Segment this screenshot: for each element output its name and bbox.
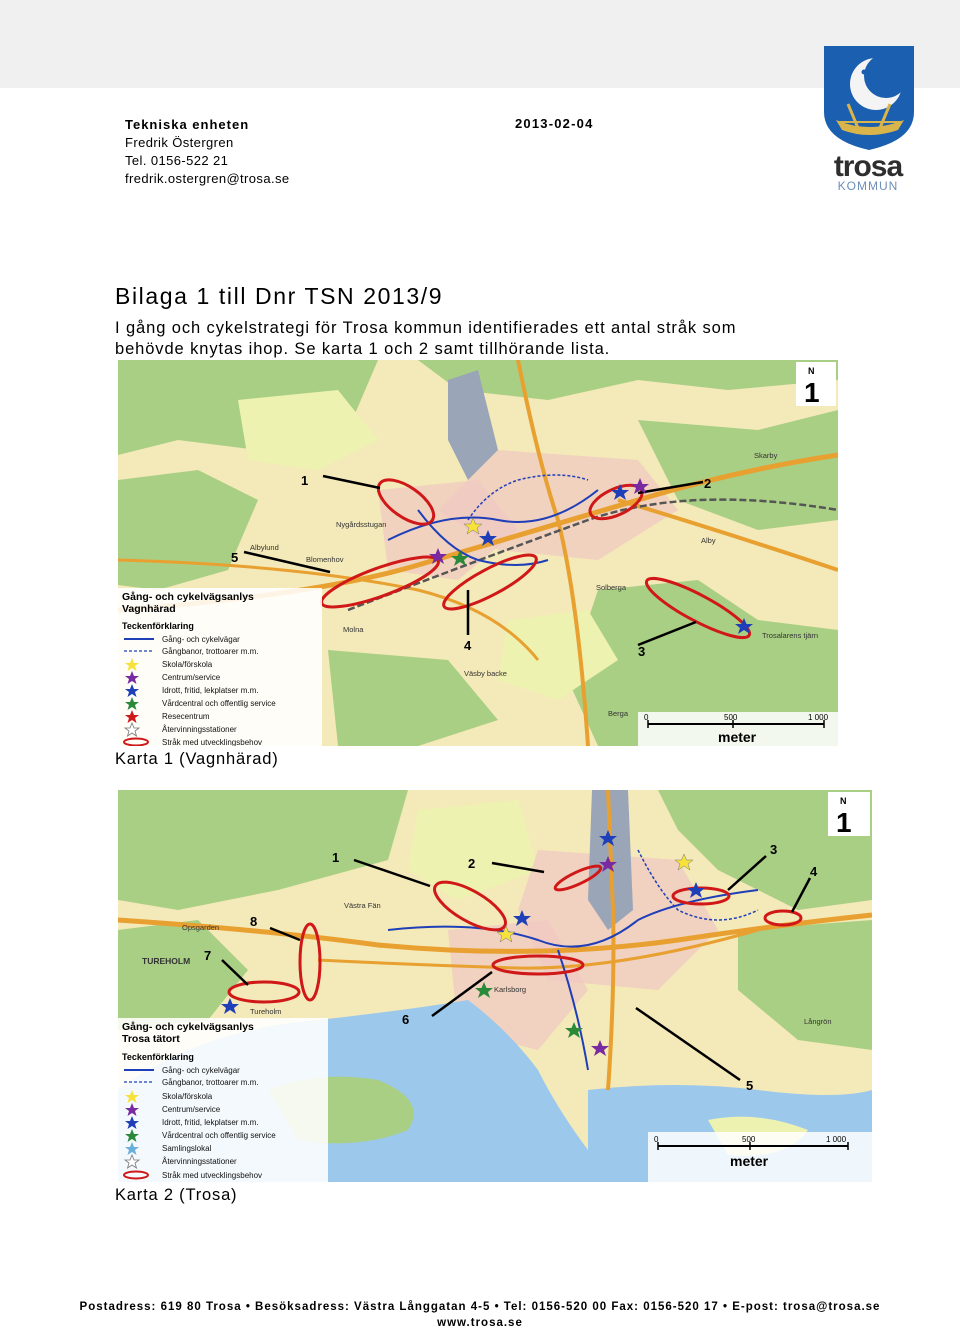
map2-legend-item: Gångbanor, trottoarer m.m.: [162, 1078, 259, 1087]
map1-place: Molna: [343, 625, 364, 634]
map2-north-label: N: [840, 796, 847, 806]
intro-line-2: behövde knytas ihop. Se karta 1 och 2 samt tillhörande lista.: [115, 340, 611, 358]
map1-place: Solberga: [596, 583, 627, 592]
map1-callout-5: 5: [231, 550, 239, 565]
map2-caption: Karta 2 (Trosa): [115, 1186, 238, 1204]
map2-place: Opsgarden: [182, 923, 220, 932]
map2-number: 1: [836, 807, 852, 838]
map2-callout-8: 8: [250, 914, 258, 929]
map2-legend-heading: Teckenförklaring: [122, 1052, 194, 1062]
map1-place: Blomenhov: [306, 555, 344, 564]
footer-contact: Postadress: 619 80 Trosa • Besöksadress: Västra Långgatan 4-5 • Tel: 0156-520 00 Fax: 0156-520 17 • E-post: trosa@trosa.se: [79, 1301, 881, 1313]
map1-legend-heading: Teckenförklaring: [122, 621, 194, 631]
intro-text: [115, 318, 835, 360]
sender-email[interactable]: fredrik.ostergren@trosa.se: [125, 171, 290, 186]
map1-scale-0: 0: [644, 713, 649, 722]
map1-place: Albylund: [250, 543, 279, 552]
top-band: [0, 0, 960, 88]
map2-legend-item: Samlingslokal: [162, 1144, 212, 1153]
map2-callout-3: 3: [770, 842, 778, 857]
map2-callout-5: 5: [746, 1078, 754, 1093]
map2-place: Karlsborg: [494, 985, 527, 994]
map-vagnharad: [118, 360, 838, 746]
map-trosa: [118, 790, 872, 1182]
map1-scale-500: 500: [724, 713, 738, 722]
map2-legend-item: Skola/förskola: [162, 1092, 213, 1101]
map1-callout-1: 1: [301, 473, 309, 488]
map1-place: Väsby backe: [464, 669, 507, 678]
map1-legend-item: Vårdcentral och offentlig service: [162, 699, 276, 708]
logo-wordmark: trosa: [833, 150, 903, 183]
sender-name: Fredrik Östergren: [125, 135, 234, 150]
map2-scale-500: 500: [742, 1135, 756, 1144]
map1-legend-item: Återvinningsstationer: [162, 725, 237, 734]
map2-callout-1: 1: [332, 850, 340, 865]
map1-place: Berga: [608, 709, 629, 718]
intro-line-1: I gång och cykelstrategi för Trosa kommun identifierades ett antal stråk som: [115, 319, 737, 337]
map2-legend-subtitle: Trosa tätort: [122, 1033, 180, 1045]
map2-legend-item: Centrum/service: [162, 1105, 221, 1114]
map2-legend-item: Vårdcentral och offentlig service: [162, 1131, 276, 1140]
map1-callout-3: 3: [638, 644, 646, 659]
map1-north-label: N: [808, 366, 815, 376]
map1-place: Nygårdsstugan: [336, 520, 387, 529]
page-footer: [0, 1299, 960, 1331]
map2-place: Tureholm: [250, 1007, 282, 1016]
map1-callout-2: 2: [704, 476, 712, 491]
map2-legend-item: Återvinningsstationer: [162, 1157, 237, 1166]
map2-place: TUREHOLM: [142, 956, 191, 966]
map1-callout-4: 4: [464, 638, 472, 653]
map1-legend-item: Gångbanor, trottoarer m.m.: [162, 647, 259, 656]
map2-place: Långrön: [804, 1017, 832, 1026]
sender-unit: Tekniska enheten: [125, 117, 250, 132]
trosa-logo: [818, 42, 918, 192]
map2-callout-4: 4: [810, 864, 818, 879]
map1-place: Trosalarens tjärn: [762, 631, 818, 640]
page-title: Bilaga 1 till Dnr TSN 2013/9: [115, 283, 444, 309]
map2-callout-2: 2: [468, 856, 476, 871]
map2-callout-6: 6: [402, 1012, 410, 1027]
map1-scale-unit: meter: [718, 729, 757, 745]
footer-website[interactable]: www.trosa.se: [437, 1317, 523, 1329]
map1-scale-1000: 1 000: [808, 713, 829, 722]
map2-legend-item: Gång- och cykelvägar: [162, 1066, 240, 1075]
sender-phone: Tel. 0156-522 21: [125, 153, 229, 168]
map1-caption: Karta 1 (Vagnhärad): [115, 750, 279, 768]
map1-place: Skarby: [754, 451, 778, 460]
map1-legend-item: Resecentrum: [162, 712, 210, 721]
map1-legend-item: Stråk med utvecklingsbehov: [162, 738, 263, 746]
map1-legend-subtitle: Vagnhärad: [122, 603, 176, 615]
map1-legend-title: Gång- och cykelvägsanlys: [122, 591, 254, 603]
map2-scale-1000: 1 000: [826, 1135, 847, 1144]
map2-place: Västra Fän: [344, 901, 381, 910]
map2-legend-item: Stråk med utvecklingsbehov: [162, 1171, 263, 1180]
sender-block: [125, 116, 290, 188]
map1-legend-item: Idrott, fritid, lekplatser m.m.: [162, 686, 259, 695]
map2-scale-unit: meter: [730, 1153, 769, 1169]
document-date: 2013-02-04: [515, 116, 594, 131]
map1-place: Alby: [701, 536, 716, 545]
map2-callout-7: 7: [204, 948, 212, 963]
logo-subtext: KOMMUN: [837, 179, 899, 192]
map1-legend-item: Gång- och cykelvägar: [162, 635, 240, 644]
map1-number: 1: [804, 377, 820, 408]
map2-scale-0: 0: [654, 1135, 659, 1144]
map1-legend-item: Centrum/service: [162, 673, 221, 682]
map1-legend-item: Skola/förskola: [162, 660, 213, 669]
map2-legend-item: Idrott, fritid, lekplatser m.m.: [162, 1118, 259, 1127]
map2-legend-title: Gång- och cykelvägsanlys: [122, 1021, 254, 1033]
